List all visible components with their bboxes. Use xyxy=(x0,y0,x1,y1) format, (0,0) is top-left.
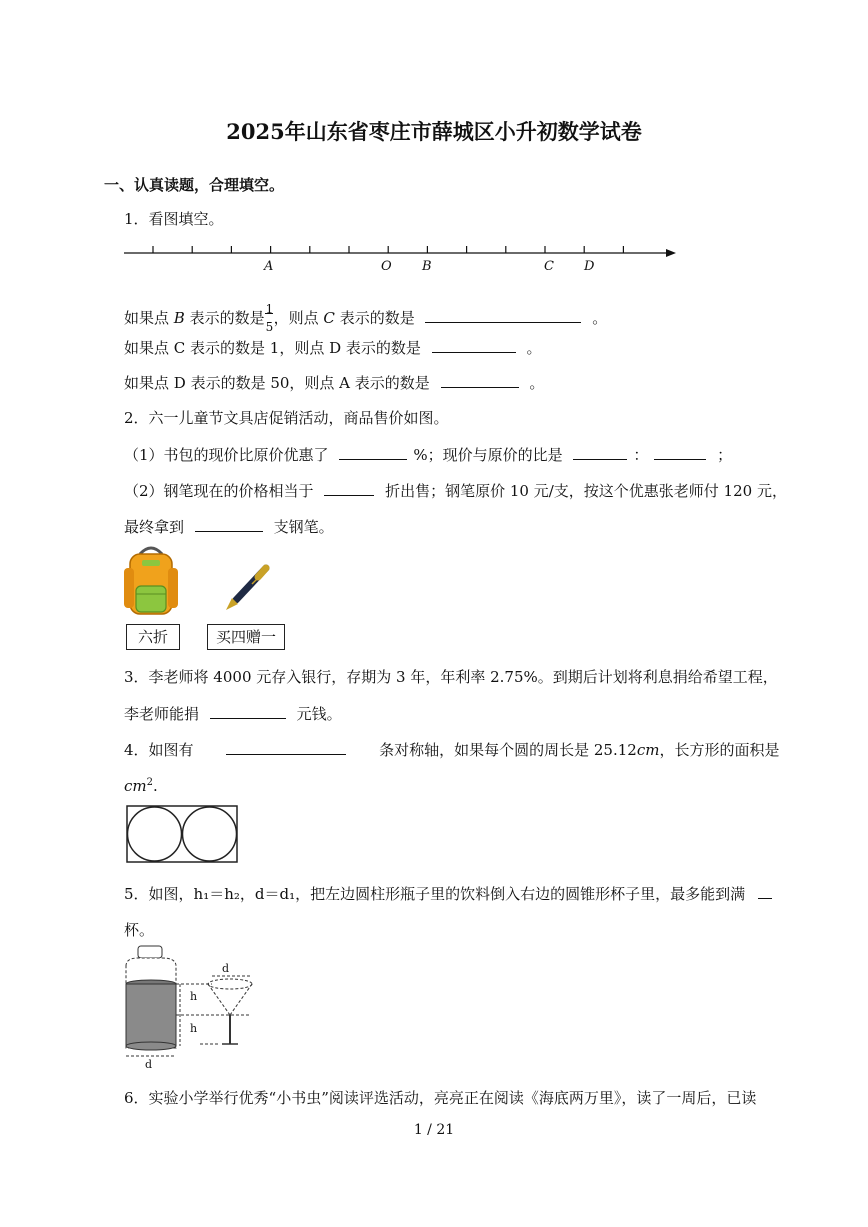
q3-line2: 李老师能捐 元钱。 xyxy=(124,705,342,723)
page-title: 2025年山东省枣庄市薛城区小升初数学试卷 xyxy=(226,119,642,144)
q2-part2-cont: 最终拿到 支钢笔。 xyxy=(124,518,334,536)
q4-line1: 4．如图有 条对称轴，如果每个圆的周长是 25.12cm，长方形的面积是 xyxy=(124,741,780,759)
page-number: 1 / 21 xyxy=(413,1122,455,1138)
label-d: D xyxy=(584,259,595,274)
answer-blank[interactable] xyxy=(432,338,516,353)
fig-label-d1: d xyxy=(222,962,230,975)
backpack-icon xyxy=(120,546,182,618)
q5-line2: 杯。 xyxy=(124,921,155,939)
answer-blank[interactable] xyxy=(195,517,263,532)
promo-tag: 买四赠一 xyxy=(207,624,285,650)
answer-blank[interactable] xyxy=(441,373,519,388)
answer-blank[interactable] xyxy=(573,445,627,460)
answer-blank[interactable] xyxy=(324,481,374,496)
rectangle-two-circles-figure xyxy=(126,805,238,863)
label-a: A xyxy=(264,259,274,274)
fig-label-h2: h xyxy=(190,1022,198,1035)
q1-line2: 如果点 C 表示的数是 1，则点 D 表示的数是 。 xyxy=(124,339,542,357)
answer-blank[interactable] xyxy=(758,884,772,899)
answer-blank[interactable] xyxy=(425,308,581,323)
cylinder-cone-figure xyxy=(120,944,260,1072)
answer-blank[interactable] xyxy=(210,704,286,719)
pen-icon xyxy=(222,562,274,614)
q1-stem: 1．看图填空。 xyxy=(124,210,224,228)
q2-part2: （2）钢笔现在的价格相当于 折出售；钢笔原价 10 元/支，按这个优惠张老师付 120 元， xyxy=(124,482,787,500)
label-b: B xyxy=(422,259,432,274)
label-o: O xyxy=(381,259,392,274)
q4-line2: $cm^2$. xyxy=(124,777,158,795)
q1-line1: 如果点 B 表示的数是 $\frac{1}{5}$ ，则点 C 表示的数是 。 xyxy=(124,308,607,328)
q3-line1: 3．李老师将 4000 元存入银行，存期为 3 年，年利率 2.75%。到期后计划将利息捐给希望工程， xyxy=(124,668,778,686)
q5-line1: 5．如图，h₁＝h₂，d＝d₁，把左边圆柱形瓶子里的饮料倒入右边的圆锥形杯子里，最多能到满 xyxy=(124,884,778,904)
answer-blank[interactable] xyxy=(339,445,407,460)
q1-line3: 如果点 D 表示的数是 50，则点 A 表示的数是 。 xyxy=(124,374,545,392)
frac-denominator: 5 xyxy=(265,320,274,334)
answer-blank[interactable] xyxy=(654,445,706,460)
q2-part1: （1）书包的现价比原价优惠了 %；现价与原价的比是 ： ； xyxy=(124,446,733,464)
arrow-head-icon xyxy=(666,249,676,257)
answer-blank[interactable] xyxy=(226,740,346,755)
q2-stem: 2．六一儿童节文具店促销活动，商品售价如图。 xyxy=(124,409,449,427)
frac-numerator: 1 xyxy=(265,302,274,316)
fig-label-d: d xyxy=(145,1058,153,1071)
section-heading: 一、认真读题，合理填空。 xyxy=(104,176,285,194)
fig-label-h1: h xyxy=(190,990,198,1003)
q6-line1: 6．实验小学举行优秀“小书虫”阅读评选活动，亮亮正在阅读《海底两万里》，读了一周后，已读 xyxy=(124,1089,757,1107)
discount-tag: 六折 xyxy=(126,624,180,650)
label-c: C xyxy=(544,259,554,274)
